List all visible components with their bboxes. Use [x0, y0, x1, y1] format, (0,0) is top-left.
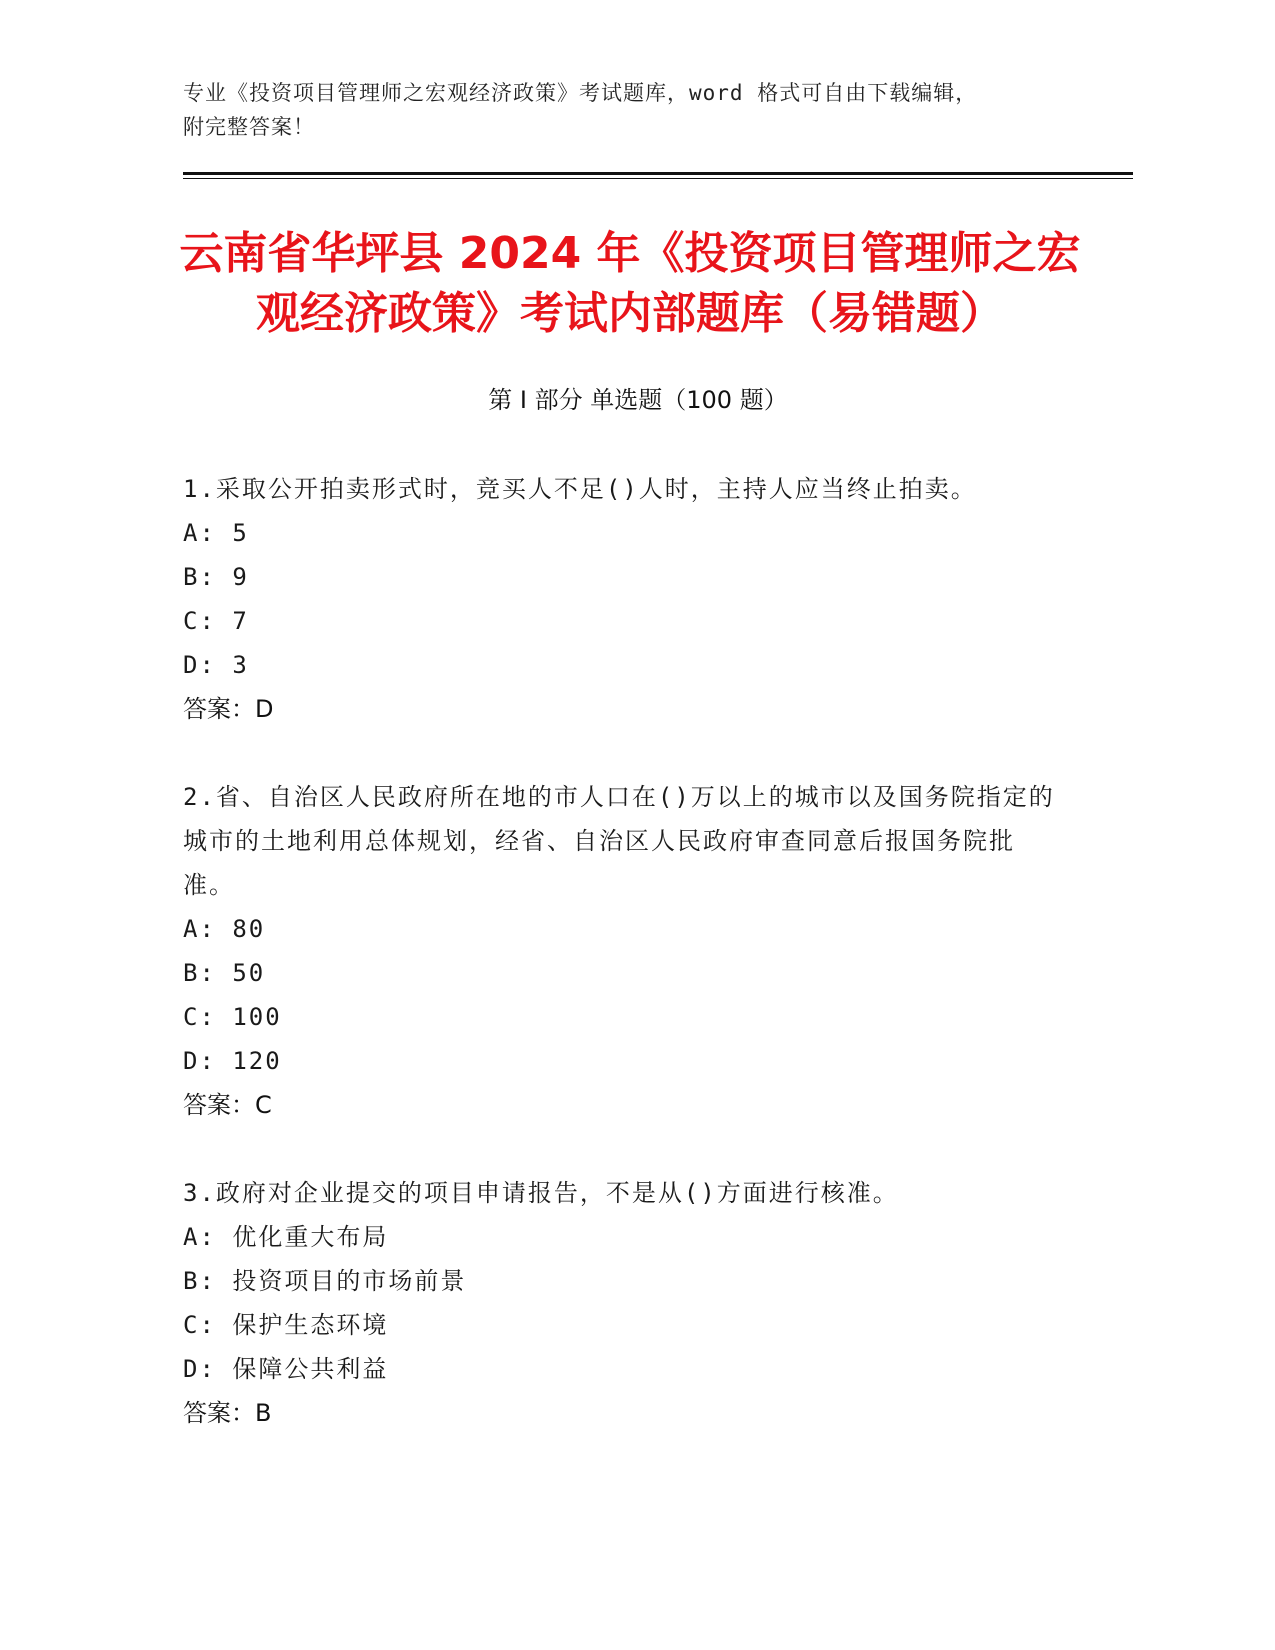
question-2: [183, 775, 1063, 1127]
option-d: D: 120: [183, 1047, 282, 1075]
option-d: D: 保障公共利益: [183, 1355, 389, 1383]
option-c: C: 7: [183, 607, 249, 635]
answer: 答案：C: [183, 1091, 272, 1119]
question-1: [183, 467, 1063, 731]
document-title: [150, 224, 1110, 344]
question-3: [183, 1171, 1063, 1435]
question-list: [183, 467, 1063, 1435]
answer: 答案：D: [183, 695, 274, 723]
document-title-line1: 云南省华坪县 2024 年《投资项目管理师之宏: [179, 228, 1081, 279]
header-note-line2: 附完整答案！: [183, 115, 315, 139]
header-note: [183, 76, 1063, 144]
answer: 答案：B: [183, 1399, 272, 1427]
question-text: 2.省、自治区人民政府所在地的市人口在()万以上的城市以及国务院指定的城市的土地利用总体规划，经省、自治区人民政府审查同意后报国务院批准。: [183, 783, 1055, 899]
option-d: D: 3: [183, 651, 249, 679]
header-note-line1: 专业《投资项目管理师之宏观经济政策》考试题库，word 格式可自由下载编辑，: [183, 81, 978, 105]
header-rule-thin: [183, 178, 1133, 179]
section-title: 第 I 部分 单选题（100 题）: [488, 386, 788, 414]
question-text: 1.采取公开拍卖形式时，竞买人不足()人时，主持人应当终止拍卖。: [183, 475, 977, 503]
option-b: B: 9: [183, 563, 249, 591]
option-b: B: 投资项目的市场前景: [183, 1267, 467, 1295]
option-c: C: 100: [183, 1003, 282, 1031]
option-a: A: 优化重大布局: [183, 1223, 389, 1251]
question-spacer: [183, 1127, 1063, 1171]
option-a: A: 5: [183, 519, 249, 547]
option-c: C: 保护生态环境: [183, 1311, 389, 1339]
header-rule-thick: [183, 172, 1133, 175]
option-a: A: 80: [183, 915, 266, 943]
question-text: 3.政府对企业提交的项目申请报告，不是从()方面进行核准。: [183, 1179, 899, 1207]
question-spacer: [183, 731, 1063, 775]
document-title-line2: 观经济政策》考试内部题库（易错题）: [256, 288, 1004, 339]
option-b: B: 50: [183, 959, 266, 987]
